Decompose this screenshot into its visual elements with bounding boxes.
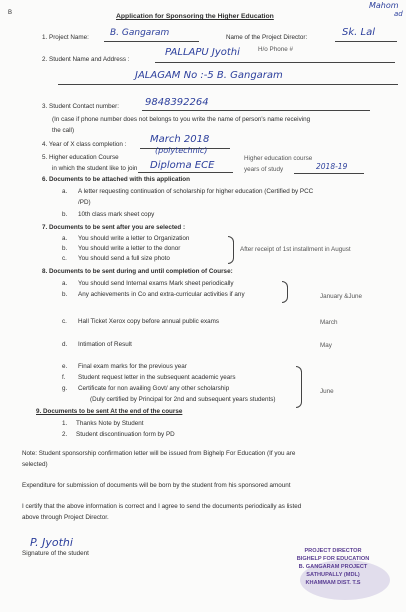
course-sub-label: in which the student like to join xyxy=(52,165,138,172)
docs-after-item-a: You should write a letter to Organization xyxy=(78,235,190,242)
docs-during-marker-b: b. xyxy=(62,291,68,298)
docs-during-month-2: March xyxy=(320,319,338,326)
docs-during-month-1: January &June xyxy=(320,293,363,300)
stamp-line-1: PROJECT DIRECTOR xyxy=(304,548,362,554)
student-name-value: PALLAPU Jyothi xyxy=(165,47,240,58)
docs-during-marker-f: f. xyxy=(62,374,66,381)
project-name-line xyxy=(104,41,199,42)
contact-number-value: 9848392264 xyxy=(145,97,209,108)
docs-during-brace-1 xyxy=(282,281,288,303)
project-director-value: Sk. Lal xyxy=(342,27,375,38)
docs-attached-marker-b: b. xyxy=(62,211,68,218)
docs-during-heading: 8. Documents to be sent during and until completion of Course: xyxy=(42,268,233,275)
ad-annotation: ad xyxy=(394,10,403,18)
docs-attached-heading: 6. Documents to be attached with this application xyxy=(42,176,190,183)
docs-during-item-d: Intimation of Result xyxy=(78,341,132,348)
docs-during-brace-2 xyxy=(296,366,302,408)
course-label: 5. Higher education Course xyxy=(42,154,119,161)
note-line-2: selected) xyxy=(22,461,48,468)
x-class-completion-value: March 2018 xyxy=(150,134,210,145)
phone-label: H/o Phone # xyxy=(258,46,294,53)
docs-attached-item-a-cont: /PD) xyxy=(78,199,91,206)
docs-attached-marker-a: a. xyxy=(62,188,68,195)
signature-label: Signature of the student xyxy=(22,550,89,557)
student-signature: P. Jyothi xyxy=(30,536,73,549)
docs-during-month-4: June xyxy=(320,388,334,395)
note-line-1: Note: Student sponsorship confirmation letter will be issued from Bighelp For Education (If you are xyxy=(22,450,296,457)
docs-after-marker-c: c. xyxy=(62,255,67,262)
mahom-annotation: Mahom xyxy=(369,1,399,10)
project-director-line xyxy=(335,41,397,42)
docs-end-marker-2: 2. xyxy=(62,431,68,438)
corner-mark: B xyxy=(8,10,13,16)
docs-during-item-e: Final exam marks for the previous year xyxy=(78,363,187,370)
docs-attached-item-b: 10th class mark sheet copy xyxy=(78,211,155,218)
project-director-stamp xyxy=(270,547,396,587)
docs-during-marker-a: a. xyxy=(62,280,68,287)
project-name-label: 1. Project Name: xyxy=(42,34,89,41)
docs-after-marker-b: b. xyxy=(62,245,68,252)
project-director-label: Name of the Project Director: xyxy=(226,34,308,41)
stamp-line-3: B. GANGARAM PROJECT xyxy=(298,564,368,570)
docs-end-item-2: Student discontinuation form by PD xyxy=(76,431,175,438)
course-years-line xyxy=(294,173,364,174)
contact-note-line-1: (In case if phone number does not belongs to you write the name of person's name receiving xyxy=(52,116,311,123)
docs-after-marker-a: a. xyxy=(62,235,68,242)
docs-during-item-b: Any achievements in Co and extra-curricular activities if any xyxy=(78,291,245,298)
docs-after-heading: 7. Documents to be sent after you are selected : xyxy=(42,224,186,231)
stamp-line-5: KHAMMAM DIST. T.S xyxy=(305,580,361,586)
docs-attached-item-a: A letter requesting continuation of scholarship for higher education (Certified by PCC xyxy=(78,188,314,195)
certify-line-1: I certify that the above information is correct and I agree to send the documents periodically as listed xyxy=(22,503,302,510)
stamp-line-2: BIGHELP FOR EDUCATION xyxy=(296,556,370,562)
course-years-value: 2018-19 xyxy=(316,162,348,171)
course-years-label-2: years of study xyxy=(244,166,284,173)
docs-end-marker-1: 1. xyxy=(62,420,68,427)
docs-during-marker-e: e. xyxy=(62,363,68,370)
docs-after-item-c: You should send a full size photo xyxy=(78,255,170,262)
expenditure-statement: Expenditure for submission of documents will be born by the student from his sponsored amount xyxy=(22,482,291,489)
docs-end-item-1: Thanks Note by Student xyxy=(76,420,144,427)
docs-during-item-c: Hall Ticket Xerox copy before annual public exams xyxy=(78,318,220,325)
course-value-top: (polytechnic) xyxy=(155,146,208,155)
docs-after-note: After receipt of 1st installment in August xyxy=(240,246,351,253)
contact-number-line xyxy=(142,110,370,111)
student-name-line xyxy=(155,62,395,63)
x-class-completion-label: 4. Year of X class completion : xyxy=(42,141,127,148)
course-line xyxy=(138,172,233,173)
docs-during-marker-d: d. xyxy=(62,341,68,348)
form-title: Application for Sponsoring the Higher Education xyxy=(116,13,274,20)
docs-during-item-g: Certificate for non availing Govt/ any other scholarship xyxy=(78,385,230,392)
docs-end-heading: 9. Documents to be sent At the end of the course xyxy=(36,408,183,415)
docs-during-item-a: You should send Internal exams Mark sheet periodically xyxy=(78,280,234,287)
docs-during-month-3: May xyxy=(320,342,332,349)
docs-after-item-b: You should write a letter to the donor xyxy=(78,245,181,252)
certify-line-2: above through Project Director. xyxy=(22,514,109,521)
docs-during-item-f: Student request letter in the subsequent academic years xyxy=(78,374,236,381)
course-value: Diploma ECE xyxy=(150,160,215,171)
project-name-value: B. Gangaram xyxy=(110,28,170,38)
docs-during-marker-g: g. xyxy=(62,385,68,392)
stamp-line-4: SATHUPALLY (MDL) xyxy=(306,572,360,578)
docs-after-brace xyxy=(228,236,234,264)
course-years-label-1: Higher education course xyxy=(244,155,313,162)
contact-note-line-2: the call) xyxy=(52,127,75,134)
docs-during-item-g-cont: (Duly certified by Principal for 2nd and subsequent years students) xyxy=(90,396,276,403)
contact-number-label: 3. Student Contact number: xyxy=(42,103,120,110)
docs-during-marker-c: c. xyxy=(62,318,67,325)
student-name-label: 2. Student Name and Address : xyxy=(42,56,130,63)
student-address-line xyxy=(58,84,398,85)
student-address-value: JALAGAM No :-5 B. Gangaram xyxy=(135,70,283,81)
